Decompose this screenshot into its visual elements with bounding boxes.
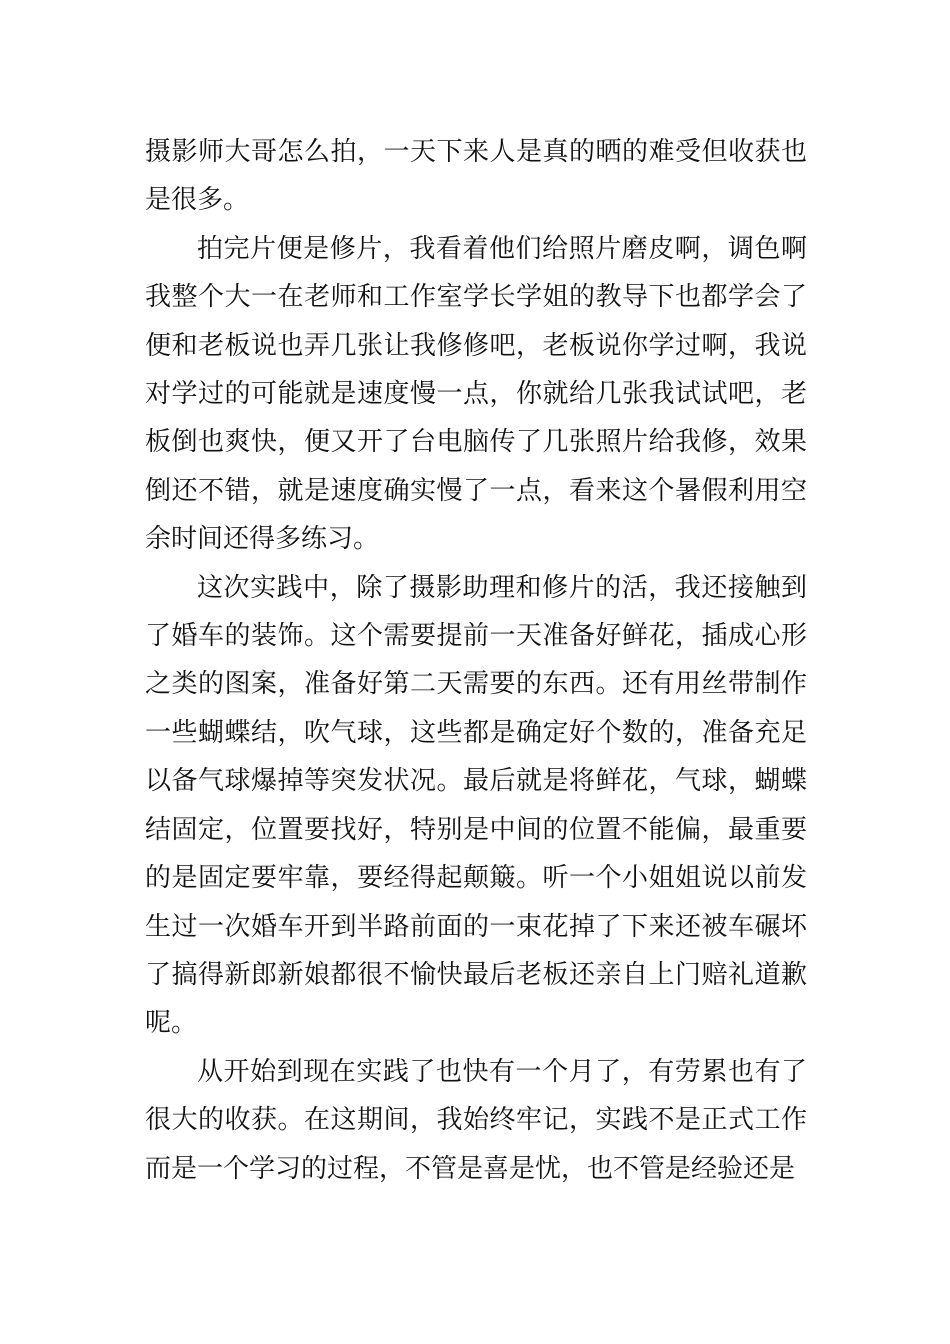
document-body [145, 128, 807, 1193]
paragraph-3: 这次实践中，除了摄影助理和修片的活，我还接触到了婚车的装饰。这个需要提前一天准备好鲜花，插成心形之类的图案，准备好第二天需要的东西。还有用丝带制作一些蝴蝶结，吹气球，这些都是确定好个数的，准备充足以备气球爆掉等突发状况。最后就是将鲜花，气球，蝴蝶结固定，位置要找好，特别是中间的位置不能偏，最重要的是固定要牢靠，要经得起颠簸。听一个小姐姐说以前发生过一次婚车开到半路前面的一束花掉了下来还被车碾坏了搞得新郎新娘都很不愉快最后老板还亲自上门赔礼道歉呢。 [145, 572, 807, 1039]
paragraph-1: 摄影师大哥怎么拍，一天下来人是真的晒的难受但收获也是很多。 [145, 137, 807, 216]
paragraph-2: 拍完片便是修片，我看着他们给照片磨皮啊，调色啊我整个大一在老师和工作室学长学姐的教导下也都学会了便和老板说也弄几张让我修修吧，老板说你学过啊，我说对学过的可能就是速度慢一点，你就给几张我试试吧，老板倒也爽快，便又开了台电脑传了几张照片给我修，效果倒还不错，就是速度确实慢了一点，看来这个暑假利用空余时间还得多练习。 [145, 233, 807, 555]
paragraph-4: 从开始到现在实践了也快有一个月了，有劳累也有了很大的收获。在这期间，我始终牢记，实践不是正式工作而是一个学习的过程，不管是喜是忧，也不管是经验还是 [145, 1056, 807, 1184]
